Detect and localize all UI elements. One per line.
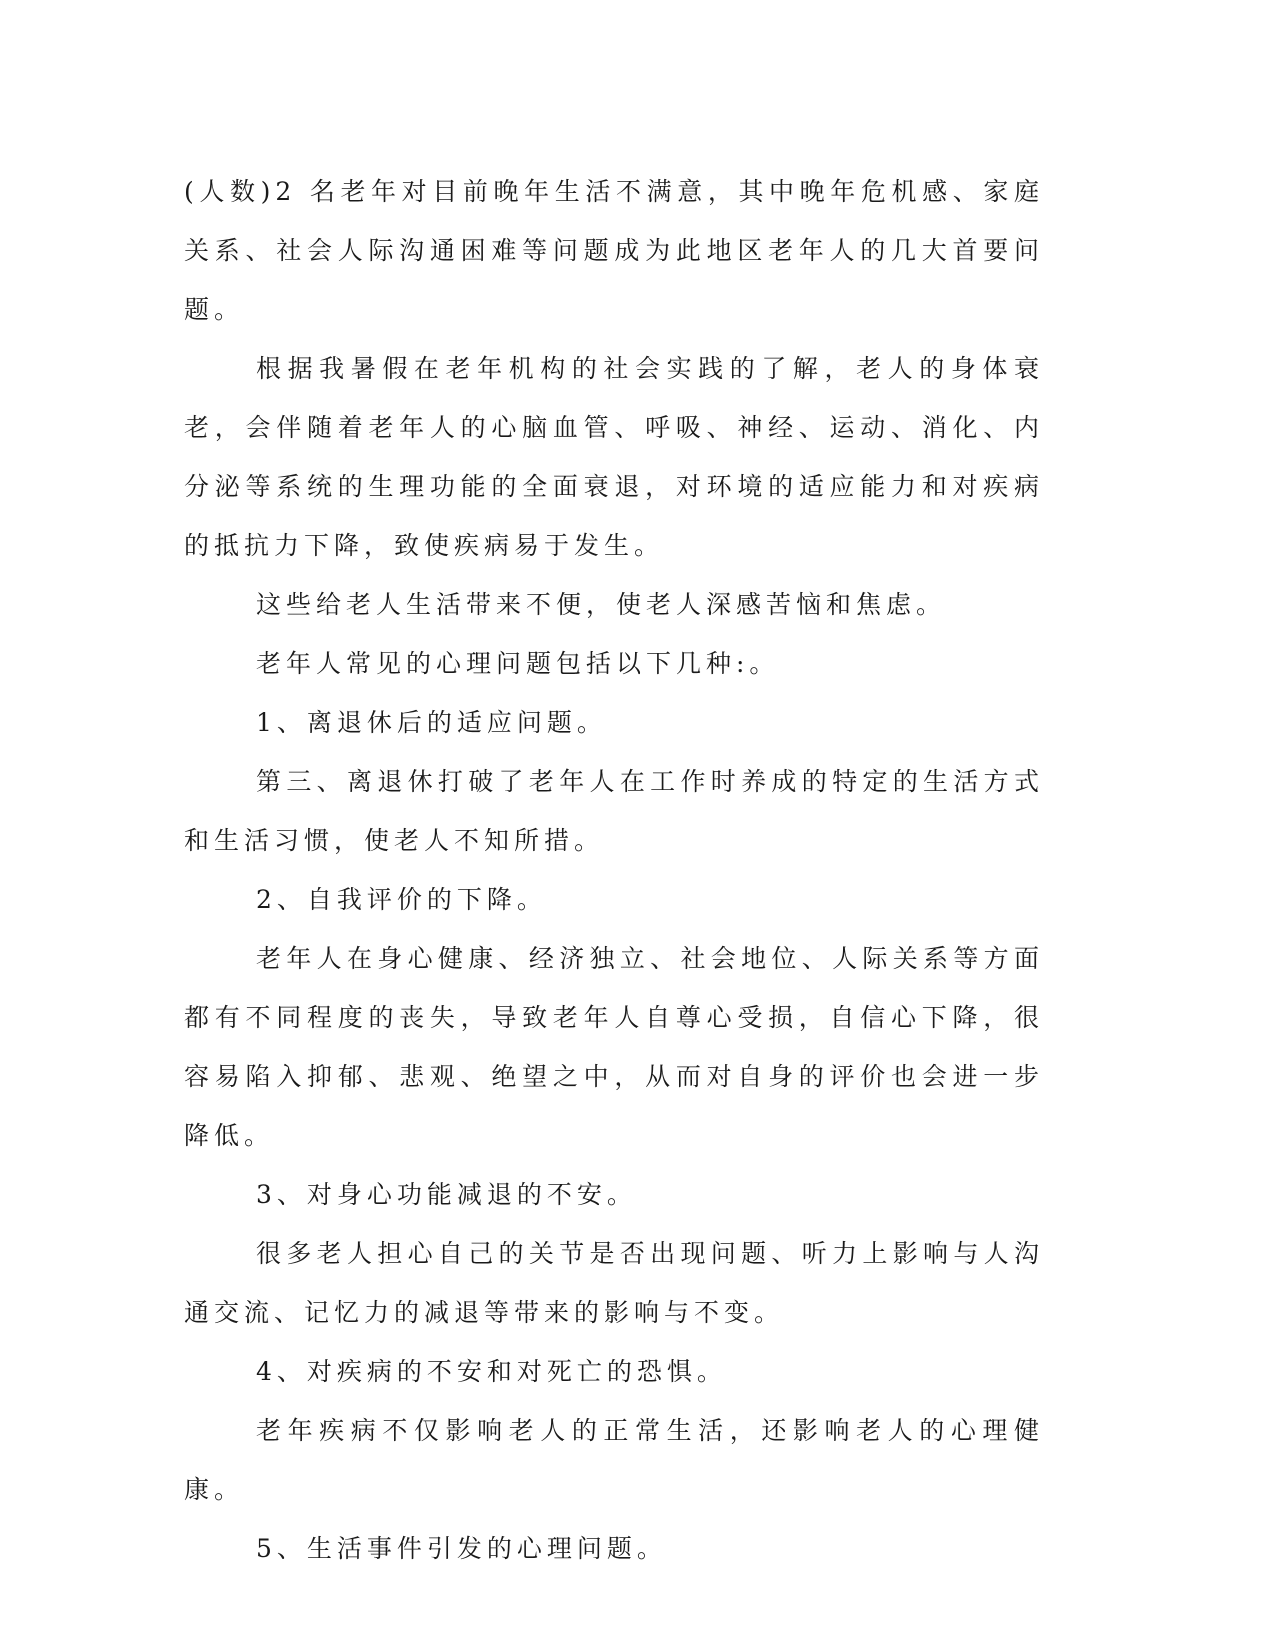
- paragraph-7: 很多老人担心自己的关节是否出现问题、听力上影响与人沟通交流、记忆力的减退等带来的影响与不变。: [184, 1239, 1044, 1327]
- paragraph-2: 根据我暑假在老年机构的社会实践的了解，老人的身体衰老，会伴随着老年人的心脑血管、呼吸、神经、运动、消化、内分泌等系统的生理功能的全面衰退，对环境的适应能力和对疾病的抵抗力下降，致使疾病易于发生。: [184, 354, 1044, 560]
- list-item-3-heading: 3、对身心功能减退的不安。: [256, 1180, 637, 1209]
- paragraph-5: 第三、离退休打破了老年人在工作时养成的特定的生活方式和生活习惯，使老人不知所措。: [184, 767, 1044, 855]
- paragraph-1: (人数)2 名老年对目前晚年生活不满意，其中晚年危机感、家庭关系、社会人际沟通困难等问题成为此地区老年人的几大首要问题。: [184, 177, 1044, 324]
- list-item-5-heading: 5、生活事件引发的心理问题。: [256, 1534, 667, 1563]
- list-item-2-heading: 2、自我评价的下降。: [256, 885, 547, 914]
- paragraph-4: 老年人常见的心理问题包括以下几种:。: [256, 649, 780, 678]
- paragraph-8: 老年疾病不仅影响老人的正常生活，还影响老人的心理健康。: [184, 1416, 1044, 1504]
- document-body: [184, 162, 1044, 1578]
- paragraph-6: 老年人在身心健康、经济独立、社会地位、人际关系等方面都有不同程度的丧失，导致老年人自尊心受损，自信心下降，很容易陷入抑郁、悲观、绝望之中，从而对自身的评价也会进一步降低。: [184, 944, 1044, 1150]
- paragraph-3: 这些给老人生活带来不便，使老人深感苦恼和焦虑。: [256, 590, 947, 619]
- list-item-1-heading: 1、离退休后的适应问题。: [256, 708, 607, 737]
- list-item-4-heading: 4、对疾病的不安和对死亡的恐惧。: [256, 1357, 727, 1386]
